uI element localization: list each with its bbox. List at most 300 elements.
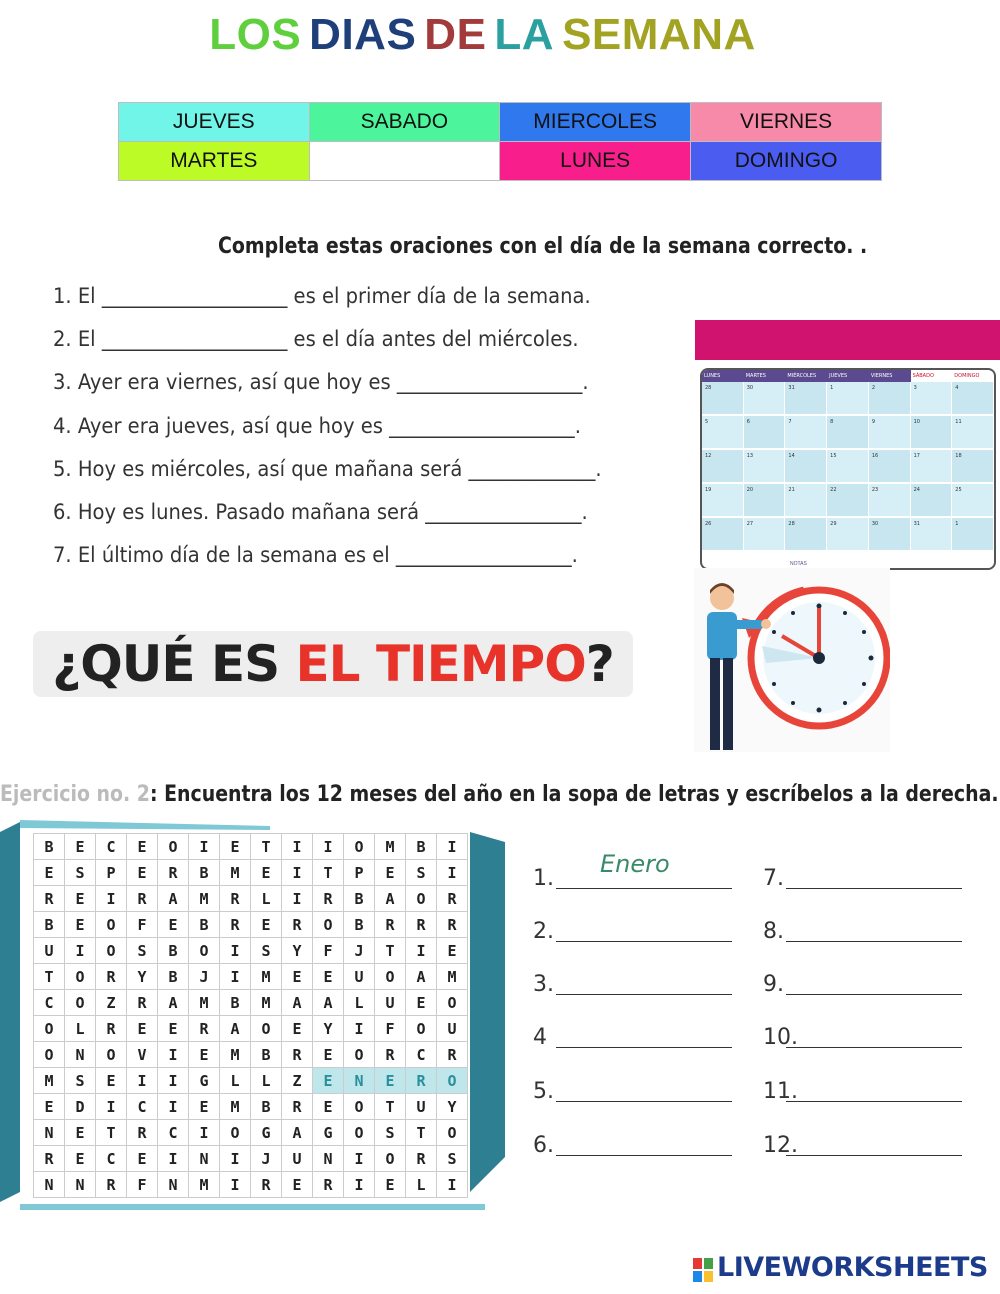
word-search-letter[interactable]: T [251,834,282,860]
word-search-letter[interactable]: R [437,886,468,912]
word-search-letter[interactable]: U [344,964,375,990]
word-search-letter[interactable]: R [158,860,189,886]
sentence-6[interactable]: 6. Hoy es lunes. Pasado mañana será ________________. [53,500,588,524]
calendar-day-cell: 31 [785,382,827,416]
answer-input-line[interactable] [556,941,732,942]
word-search-letter[interactable]: M [220,1042,251,1068]
word-search-letter[interactable]: I [127,1068,158,1094]
answer-input-line[interactable] [556,1047,732,1048]
word-search-letter[interactable]: I [158,1068,189,1094]
word-search-letter[interactable]: E [65,1120,96,1146]
word-search-letter[interactable]: B [189,912,220,938]
title-word: LA [494,10,555,59]
word-search-letter[interactable]: N [189,1146,220,1172]
word-search-letter[interactable]: O [375,1146,406,1172]
word-search-letter[interactable]: R [375,912,406,938]
word-search-letter[interactable]: I [158,1146,189,1172]
day-cell[interactable] [309,142,500,181]
days-row [119,103,882,142]
word-search-letter[interactable]: N [65,1042,96,1068]
word-search-letter[interactable]: S [406,860,437,886]
word-search-letter[interactable]: I [220,938,251,964]
word-search-letter[interactable]: S [437,1146,468,1172]
word-search-letter[interactable]: B [34,834,65,860]
word-search-letter[interactable]: I [344,1172,375,1198]
word-search-letter[interactable]: I [96,886,127,912]
title-word: DIAS [309,10,417,59]
word-search-letter[interactable]: O [65,990,96,1016]
word-search-letter[interactable]: C [406,1042,437,1068]
calendar-day-cell: 13 [744,450,786,484]
calendar-day-cell: 29 [827,518,869,552]
word-search-letter[interactable]: M [189,886,220,912]
word-search-row [34,860,468,886]
word-search-letter[interactable]: B [251,1042,282,1068]
answer-input-line[interactable] [786,994,962,995]
word-search-letter[interactable]: B [406,834,437,860]
word-search-letter[interactable]: O [251,1016,282,1042]
word-search-letter[interactable]: O [189,938,220,964]
word-search-letter[interactable]: E [406,990,437,1016]
word-search-letter[interactable]: I [437,860,468,886]
man-arm [732,620,764,629]
word-search-letter[interactable]: O [437,1120,468,1146]
answer-number: 9. [763,972,784,997]
word-search-letter[interactable]: Y [282,938,313,964]
exercise1-instruction: Completa estas oraciones con el día de la semana correcto. . [218,234,868,259]
word-search-letter[interactable]: R [406,1146,437,1172]
tiempo-part2: EL TIEMPO [295,635,586,693]
word-search-letter[interactable]: I [282,886,313,912]
word-search-letter[interactable]: E [313,964,344,990]
word-search-letter[interactable]: B [158,964,189,990]
word-search-letter[interactable]: E [189,1094,220,1120]
calendar-day-cell: 31 [911,518,953,552]
word-search-letter[interactable]: R [282,912,313,938]
word-search-letter[interactable]: R [220,886,251,912]
word-search-letter[interactable]: E [65,912,96,938]
word-search-letter[interactable]: O [96,912,127,938]
calendar-header-cell: MARTES [745,373,766,379]
word-search-letter[interactable]: O [96,938,127,964]
answer-number: 1. [533,866,554,891]
word-search-row [34,990,468,1016]
word-search-letter[interactable]: M [375,834,406,860]
day-cell[interactable]: JUEVES [119,103,310,142]
sentence-5[interactable]: 5. Hoy es miércoles, así que mañana será _____________. [53,457,602,481]
word-search-letter[interactable]: E [313,1094,344,1120]
sentence-1[interactable]: 1. El ___________________ es el primer día de la semana. [53,284,591,308]
day-cell[interactable]: LUNES [500,142,691,181]
word-search-letter[interactable]: T [96,1120,127,1146]
word-search-letter[interactable]: A [220,1016,251,1042]
word-search-letter[interactable]: G [313,1120,344,1146]
answer-1-filled: Enero [600,850,670,878]
word-search-row [34,1068,468,1094]
day-cell[interactable]: DOMINGO [691,142,882,181]
word-search-letter[interactable]: E [375,860,406,886]
clock-center [813,652,825,664]
answer-input-line[interactable] [556,1101,732,1102]
word-search-row [34,834,468,860]
deco-bottom-bar [20,1204,485,1210]
word-search-letter[interactable]: F [127,1172,158,1198]
calendar-header-cell: VIERNES [870,373,893,379]
word-search-letter[interactable]: E [375,1068,406,1094]
word-search-letter[interactable]: S [127,938,158,964]
word-search-letter[interactable]: T [313,860,344,886]
title-word: SEMANA [562,10,756,59]
word-search-letter[interactable]: R [375,1042,406,1068]
word-search-letter[interactable]: P [96,860,127,886]
word-search-letter[interactable]: E [313,1068,344,1094]
word-search-letter[interactable]: L [65,1016,96,1042]
liveworksheets-logo-icon [693,1258,713,1282]
calendar-day-cell: 22 [827,484,869,518]
calendar-day-cell: 30 [869,518,911,552]
word-search-letter[interactable]: E [282,964,313,990]
word-search-letter[interactable]: E [34,860,65,886]
word-search-letter[interactable]: B [344,912,375,938]
word-search-letter[interactable]: E [65,834,96,860]
word-search-letter[interactable]: O [437,1068,468,1094]
word-search-letter[interactable]: J [344,938,375,964]
calendar-day-cell: 8 [827,416,869,450]
word-search-letter[interactable]: Y [437,1094,468,1120]
word-search-letter[interactable]: E [158,912,189,938]
word-search-letter[interactable]: R [34,1146,65,1172]
answer-input-line[interactable] [786,941,962,942]
deco-top-bar [20,820,270,830]
word-search-letter[interactable]: T [406,1120,437,1146]
answer-input-line[interactable] [556,1155,732,1156]
word-search-letter[interactable]: I [344,1016,375,1042]
word-search-letter[interactable]: U [437,1016,468,1042]
word-search-letter[interactable]: E [375,1172,406,1198]
word-search-letter[interactable]: N [34,1172,65,1198]
calendar-day-cell: 3 [911,382,953,416]
word-search-letter[interactable]: P [344,860,375,886]
word-search-letter[interactable]: I [282,860,313,886]
answer-input-line[interactable] [786,888,962,889]
word-search-letter[interactable]: T [375,1094,406,1120]
word-search-letter[interactable]: I [189,1120,220,1146]
word-search-letter[interactable]: O [220,1120,251,1146]
word-search-row [34,1172,468,1198]
calendar-day-cell: 2 [869,382,911,416]
word-search-letter[interactable]: R [282,1094,313,1120]
word-search-letter[interactable]: A [406,964,437,990]
word-search-letter[interactable]: I [158,1094,189,1120]
word-search-letter[interactable]: A [375,886,406,912]
word-search-letter[interactable]: Z [282,1068,313,1094]
word-search-letter[interactable]: R [96,964,127,990]
word-search-letter[interactable]: O [344,834,375,860]
answer-number: 6. [533,1133,554,1158]
word-search-letter[interactable]: N [65,1172,96,1198]
calendar-day-cell: 11 [952,416,994,450]
word-search-letter[interactable]: I [437,834,468,860]
word-search-letter[interactable]: R [406,1068,437,1094]
word-search-letter[interactable]: R [313,886,344,912]
word-search-letter[interactable]: Y [127,964,158,990]
word-search-letter[interactable]: T [34,964,65,990]
word-search-letter[interactable]: A [313,990,344,1016]
word-search-letter[interactable]: O [406,1016,437,1042]
word-search-row [34,912,468,938]
word-search-letter[interactable]: E [220,834,251,860]
tiempo-heading [33,631,633,697]
deco-right-bar [470,832,505,1192]
word-search-letter[interactable]: S [65,1068,96,1094]
word-search-letter[interactable]: B [34,912,65,938]
word-search-letter[interactable]: E [282,1172,313,1198]
word-search-letter[interactable]: A [282,990,313,1016]
word-search-letter[interactable]: C [34,990,65,1016]
calendar-header-cell: DOMINGO [952,370,994,382]
word-search-letter[interactable]: E [251,912,282,938]
word-search-letter[interactable]: E [437,938,468,964]
answer-number: 10. [763,1025,798,1050]
word-search-letter[interactable]: R [127,886,158,912]
calendar-day-cell: 7 [785,416,827,450]
word-search-letter[interactable]: R [220,912,251,938]
word-search-letter[interactable]: C [96,1146,127,1172]
word-search-letter[interactable]: O [437,990,468,1016]
word-search-letter[interactable]: I [189,834,220,860]
word-search-letter[interactable]: I [220,964,251,990]
calendar-day-cell: 17 [911,450,953,484]
word-search-letter[interactable]: U [406,1094,437,1120]
word-search-letter[interactable]: I [96,1094,127,1120]
word-search-row [34,938,468,964]
word-search-letter[interactable]: J [251,1146,282,1172]
word-search-letter[interactable]: O [406,886,437,912]
word-search-letter[interactable]: L [251,886,282,912]
word-search-letter[interactable]: U [34,938,65,964]
word-search-letter[interactable]: O [344,1042,375,1068]
word-search-letter[interactable]: N [344,1068,375,1094]
answer-input-line[interactable] [786,1155,962,1156]
word-search-letter[interactable]: R [251,1172,282,1198]
word-search-letter[interactable]: D [65,1094,96,1120]
page-title [0,10,965,60]
word-search-letter[interactable]: I [220,1172,251,1198]
calendar-header-cell: SÁBADO [911,370,953,382]
man-leg-left [710,658,720,750]
liveworksheets-logo: LIVEWORKSHEETS [717,1252,988,1283]
word-search-letter[interactable]: M [251,964,282,990]
exercise2-instruction [0,782,999,807]
answer-number: 5. [533,1079,554,1104]
word-search-letter[interactable]: I [344,1146,375,1172]
word-search-letter[interactable]: M [220,860,251,886]
word-search-letter[interactable]: R [437,1042,468,1068]
calendar-day-cell: 28 [702,382,744,416]
word-search-letter[interactable]: C [158,1120,189,1146]
man-shirt [707,612,737,660]
word-search-letter[interactable]: R [189,1016,220,1042]
word-search-letter[interactable]: E [127,1146,158,1172]
word-search-letter[interactable]: L [251,1068,282,1094]
answer-number: 4 [533,1025,547,1050]
calendar-day-cell: 18 [952,450,994,484]
days-table [118,102,882,181]
word-search-letter[interactable]: O [65,964,96,990]
answer-input-line[interactable] [786,1101,962,1102]
word-search-letter[interactable]: I [437,1172,468,1198]
word-search-letter[interactable]: I [65,938,96,964]
word-search-letter[interactable]: R [96,1172,127,1198]
word-search-letter[interactable]: N [34,1120,65,1146]
word-search-letter[interactable]: O [158,834,189,860]
word-search-letter[interactable]: M [189,1172,220,1198]
word-search-letter[interactable]: U [375,990,406,1016]
word-search-letter[interactable]: E [158,1016,189,1042]
word-search-letter[interactable]: F [313,938,344,964]
word-search-letter[interactable]: E [251,860,282,886]
word-search-letter[interactable]: R [313,1172,344,1198]
man-hand [761,619,771,629]
word-search-letter[interactable]: E [96,1068,127,1094]
word-search-letter[interactable]: O [375,964,406,990]
word-search-letter[interactable]: E [65,1146,96,1172]
word-search-letter[interactable]: S [375,1120,406,1146]
day-cell[interactable]: SABADO [309,103,500,142]
day-cell[interactable]: MARTES [119,142,310,181]
word-search-letter[interactable]: I [406,938,437,964]
word-search-letter[interactable]: M [34,1068,65,1094]
word-search-letter[interactable]: O [344,1094,375,1120]
title-word: LOS [209,10,302,59]
word-search-letter[interactable]: O [96,1042,127,1068]
word-search-letter[interactable]: J [189,964,220,990]
answer-number: 2. [533,919,554,944]
word-search-letter[interactable]: M [251,990,282,1016]
word-search-letter[interactable]: F [375,1016,406,1042]
word-search-letter[interactable]: U [282,1146,313,1172]
word-search-letter[interactable]: R [282,1042,313,1068]
word-search-letter[interactable]: T [375,938,406,964]
word-search-letter[interactable]: R [406,912,437,938]
calendar-day-cell: 1 [827,382,869,416]
day-cell[interactable]: MIERCOLES [500,103,691,142]
word-search-letter[interactable]: E [189,1042,220,1068]
answer-input-line[interactable] [556,994,732,995]
word-search-letter[interactable]: E [313,1042,344,1068]
word-search-letter[interactable]: I [158,1042,189,1068]
calendar-day-cell: 15 [827,450,869,484]
word-search-letter[interactable]: E [127,860,158,886]
answer-input-line[interactable] [556,888,732,889]
word-search-row [34,1146,468,1172]
word-search-letter[interactable]: E [127,834,158,860]
word-search-letter[interactable]: B [344,886,375,912]
word-search-letter[interactable]: L [220,1068,251,1094]
word-search-letter[interactable]: L [406,1172,437,1198]
calendar-grid [702,382,994,552]
word-search-letter[interactable]: Y [313,1016,344,1042]
sentence-4[interactable]: 4. Ayer era jueves, así que hoy es ___________________. [53,414,581,438]
word-search-letter[interactable]: G [251,1120,282,1146]
word-search-letter[interactable]: O [34,1042,65,1068]
word-search-letter[interactable]: Z [96,990,127,1016]
calendar-day-cell: 23 [869,484,911,518]
word-search-letter[interactable]: O [34,1016,65,1042]
man-with-clock-illustration [694,568,890,752]
word-search-letter[interactable]: R [437,912,468,938]
word-search-letter[interactable]: R [127,1120,158,1146]
answer-number: 8. [763,919,784,944]
answer-input-line[interactable] [786,1047,962,1048]
calendar-header-cell: MIÉRCOLES [787,373,817,379]
sentence-7[interactable]: 7. El último día de la semana es el __________________. [53,543,578,567]
calendar-day-cell: 26 [702,518,744,552]
calendar-day-cell: 28 [785,518,827,552]
word-search-letter[interactable]: I [313,834,344,860]
day-cell[interactable]: VIERNES [691,103,882,142]
word-search-letter[interactable]: E [282,1016,313,1042]
word-search-letter[interactable]: B [189,860,220,886]
word-search-letter[interactable]: N [158,1172,189,1198]
word-search-letter[interactable]: M [437,964,468,990]
deco-left-bar [0,822,20,1202]
word-search-letter[interactable]: R [96,1016,127,1042]
word-search-letter[interactable]: A [158,990,189,1016]
answer-number: 7. [763,866,784,891]
word-search-letter[interactable]: O [313,912,344,938]
calendar-day-cell: 19 [702,484,744,518]
sentence-3[interactable]: 3. Ayer era viernes, así que hoy es ___________________. [53,370,589,394]
calendar-day-cell: 6 [744,416,786,450]
word-search-letter[interactable]: R [34,886,65,912]
word-search-letter[interactable]: B [220,990,251,1016]
word-search-letter[interactable]: I [282,834,313,860]
word-search-letter[interactable]: C [127,1094,158,1120]
word-search-letter[interactable]: I [220,1146,251,1172]
calendar-day-cell: 27 [744,518,786,552]
word-search-letter[interactable]: V [127,1042,158,1068]
word-search-letter[interactable]: M [189,990,220,1016]
word-search-letter[interactable]: C [96,834,127,860]
word-search-letter[interactable]: N [313,1146,344,1172]
word-search-letter[interactable]: E [65,886,96,912]
calendar-band [695,320,1000,360]
word-search-letter[interactable]: G [189,1068,220,1094]
word-search-letter[interactable]: A [282,1120,313,1146]
answer-number: 12. [763,1133,798,1158]
word-search-letter[interactable]: F [127,912,158,938]
calendar-header-cell: LUNES [704,373,721,379]
word-search-letter[interactable]: A [158,886,189,912]
word-search-letter[interactable]: S [65,860,96,886]
word-search-letter[interactable]: O [344,1120,375,1146]
word-search-letter[interactable]: B [158,938,189,964]
word-search-letter[interactable]: R [127,990,158,1016]
answer-number: 11. [763,1079,798,1104]
word-search-letter[interactable]: L [344,990,375,1016]
sentence-2[interactable]: 2. El ___________________ es el día antes del miércoles. [53,327,579,351]
calendar-day-cell: 1 [952,518,994,552]
word-search-letter[interactable]: E [127,1016,158,1042]
word-search-letter[interactable]: B [251,1094,282,1120]
word-search-letter[interactable]: E [34,1094,65,1120]
calendar-day-cell: 21 [785,484,827,518]
tiempo-part3: ? [585,635,614,693]
calendar-day-cell: 9 [869,416,911,450]
word-search-letter[interactable]: M [220,1094,251,1120]
word-search-letter[interactable]: S [251,938,282,964]
